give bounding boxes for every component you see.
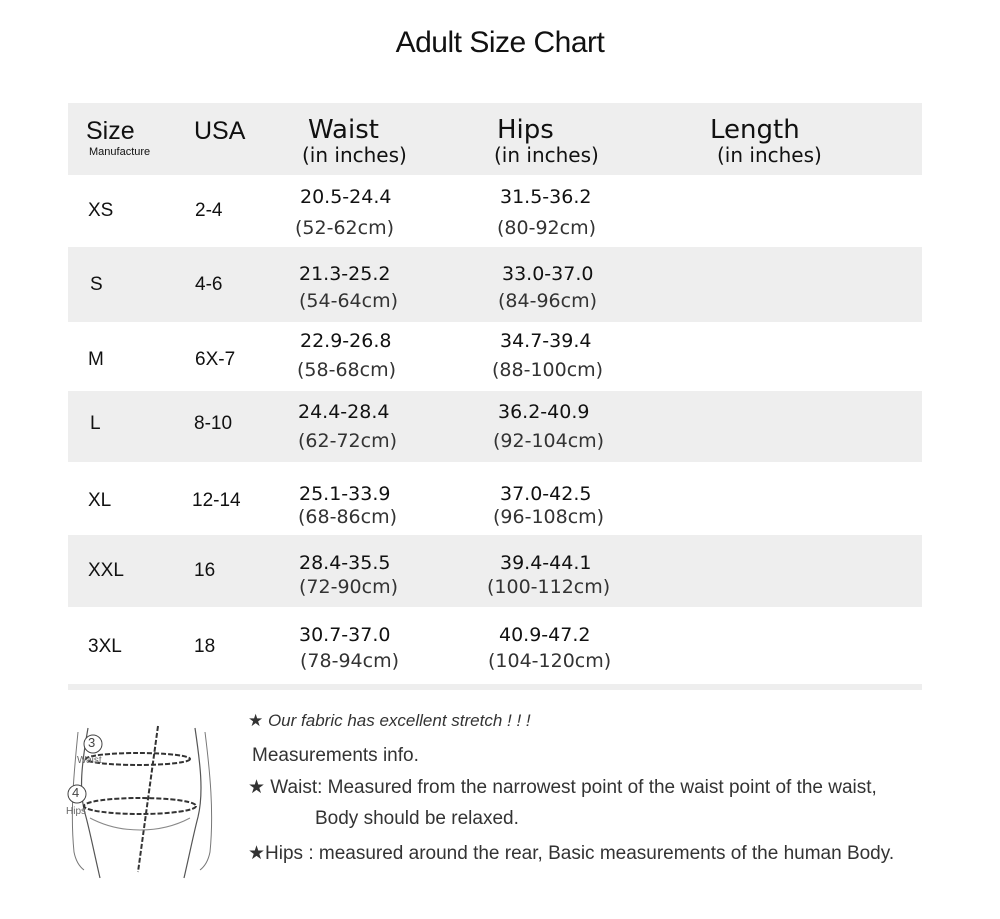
usa-cell: 16 bbox=[194, 560, 216, 581]
table-header-row bbox=[68, 103, 922, 175]
size-cell: L bbox=[90, 413, 101, 434]
waist-in-cell: 22.9-26.8 bbox=[300, 330, 392, 352]
hips-marker-number: 4 bbox=[72, 785, 80, 800]
page-title: Adult Size Chart bbox=[395, 26, 605, 59]
hips-cm-cell: (92-104cm) bbox=[493, 430, 605, 452]
hips-cm-cell: (88-100cm) bbox=[492, 359, 604, 381]
hips-cm-cell: (84-96cm) bbox=[498, 290, 597, 312]
table-row bbox=[68, 247, 922, 322]
body-outline-icon bbox=[60, 722, 240, 882]
waist-marker-number: 3 bbox=[88, 735, 96, 750]
waist-cm-cell: (68-86cm) bbox=[298, 506, 397, 528]
header-usa: USA bbox=[194, 117, 246, 145]
hips-cm-cell: (104-120cm) bbox=[488, 650, 612, 672]
header-hips-sub: (in inches) bbox=[494, 143, 599, 167]
body-measurement-figure bbox=[60, 722, 240, 882]
hips-in-cell: 36.2-40.9 bbox=[498, 401, 590, 423]
hips-cm-cell: (100-112cm) bbox=[487, 576, 611, 598]
waist-marker-label: Waist bbox=[77, 755, 102, 766]
header-hips: Hips bbox=[497, 115, 554, 145]
usa-cell: 8-10 bbox=[194, 413, 233, 434]
hips-in-cell: 33.0-37.0 bbox=[502, 263, 594, 285]
hips-in-cell: 37.0-42.5 bbox=[500, 483, 592, 505]
note-waist-cont: Body should be relaxed. bbox=[315, 808, 519, 829]
usa-cell: 12-14 bbox=[192, 490, 241, 511]
note-info: Measurements info. bbox=[252, 745, 419, 766]
header-length-sub: (in inches) bbox=[717, 143, 822, 167]
size-cell: S bbox=[90, 274, 103, 295]
waist-in-cell: 28.4-35.5 bbox=[299, 552, 391, 574]
hips-cm-cell: (80-92cm) bbox=[497, 217, 596, 239]
waist-in-cell: 30.7-37.0 bbox=[299, 624, 391, 646]
waist-in-cell: 24.4-28.4 bbox=[298, 401, 390, 423]
waist-in-cell: 21.3-25.2 bbox=[299, 263, 391, 285]
table-row bbox=[68, 175, 922, 247]
header-waist-sub: (in inches) bbox=[302, 143, 407, 167]
size-cell: XL bbox=[88, 490, 112, 511]
hips-in-cell: 34.7-39.4 bbox=[500, 330, 592, 352]
note-stretch: ★ Our fabric has excellent stretch ! ! ! bbox=[248, 711, 531, 730]
table-row bbox=[68, 322, 922, 391]
hips-in-cell: 39.4-44.1 bbox=[500, 552, 592, 574]
waist-cm-cell: (72-90cm) bbox=[299, 576, 398, 598]
note-waist: ★ Waist: Measured from the narrowest point of the waist point of the waist, bbox=[248, 777, 877, 798]
hips-cm-cell: (96-108cm) bbox=[493, 506, 605, 528]
table-row bbox=[68, 535, 922, 607]
header-size-sub: Manufacture bbox=[89, 146, 151, 158]
header-length: Length bbox=[710, 115, 800, 145]
usa-cell: 6X-7 bbox=[195, 349, 236, 370]
header-size: Size bbox=[86, 117, 135, 145]
waist-in-cell: 20.5-24.4 bbox=[300, 186, 392, 208]
waist-cm-cell: (52-62cm) bbox=[295, 217, 394, 239]
size-cell: XXL bbox=[88, 560, 124, 581]
waist-in-cell: 25.1-33.9 bbox=[299, 483, 391, 505]
waist-cm-cell: (58-68cm) bbox=[297, 359, 396, 381]
size-cell: M bbox=[88, 349, 104, 370]
hips-in-cell: 31.5-36.2 bbox=[500, 186, 592, 208]
waist-cm-cell: (54-64cm) bbox=[299, 290, 398, 312]
note-hips: ★Hips : measured around the rear, Basic measurements of the human Body. bbox=[248, 843, 895, 864]
table-row bbox=[68, 391, 922, 462]
table-row bbox=[68, 607, 922, 684]
size-table bbox=[68, 103, 922, 690]
hips-in-cell: 40.9-47.2 bbox=[499, 624, 591, 646]
table-row bbox=[68, 462, 922, 535]
waist-cm-cell: (78-94cm) bbox=[300, 650, 399, 672]
usa-cell: 2-4 bbox=[195, 200, 223, 221]
size-cell: XS bbox=[88, 200, 114, 221]
header-waist: Waist bbox=[308, 115, 379, 145]
usa-cell: 18 bbox=[194, 636, 216, 657]
usa-cell: 4-6 bbox=[195, 274, 223, 295]
hips-marker-label: Hips bbox=[66, 806, 87, 817]
waist-cm-cell: (62-72cm) bbox=[298, 430, 397, 452]
size-cell: 3XL bbox=[88, 636, 122, 657]
